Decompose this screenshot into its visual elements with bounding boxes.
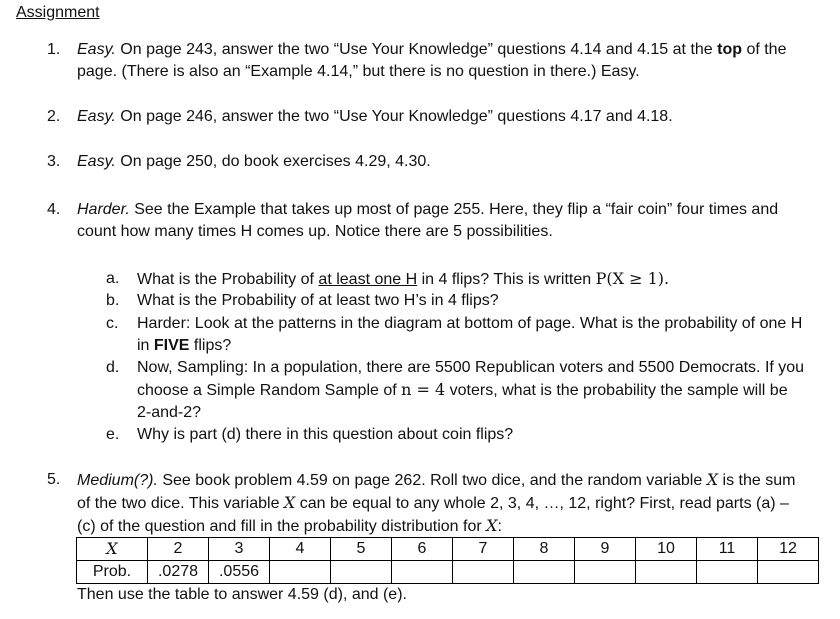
difficulty-label: Easy. bbox=[77, 108, 116, 125]
question-text-part: On page 250, do book exercises 4.29, 4.30. bbox=[115, 153, 431, 170]
question-number: 5. bbox=[47, 471, 61, 488]
subquestion-text bbox=[137, 268, 806, 291]
table-cell[interactable] bbox=[758, 561, 819, 584]
subquestion-letter: d. bbox=[106, 359, 120, 376]
question-text-part: of the page. (There is also an “Example 4.14,” but there is no question in there.) Easy. bbox=[77, 41, 787, 80]
subquestion-text-part: Harder: Look at the patterns in the diagram at bottom of page. What is the probability of one H in bbox=[137, 315, 803, 354]
difficulty-label: Easy. bbox=[77, 153, 116, 170]
table-cell: .0278 bbox=[148, 561, 209, 584]
subquestion-text bbox=[137, 424, 806, 446]
question-text-part: On page 243, answer the two “Use Your Knowledge” questions 4.14 and 4.15 at the bbox=[115, 41, 718, 58]
subquestion-letter: e. bbox=[106, 426, 120, 443]
question-1 bbox=[47, 39, 807, 83]
table-cell[interactable] bbox=[575, 561, 636, 584]
table-row bbox=[77, 538, 819, 561]
subquestion-text-part: What is the Probability of bbox=[137, 271, 319, 288]
variable-x: X bbox=[706, 470, 719, 489]
subquestion-text-part: voters, what is the probability the sample will be 2-and-2? bbox=[137, 382, 788, 421]
question-3 bbox=[47, 151, 807, 173]
question-text bbox=[77, 39, 807, 83]
question-text-part: can be equal to any whole 2, 3, 4, …, 12, right? First, read parts (a) – (c) of the question and fill in the probability distribution for bbox=[77, 495, 789, 535]
emphasis-text: top bbox=[717, 41, 742, 58]
question-text bbox=[77, 151, 807, 173]
table-cell[interactable] bbox=[331, 561, 392, 584]
difficulty-label: Medium(?). bbox=[77, 472, 158, 489]
table-cell[interactable] bbox=[514, 561, 575, 584]
subquestion-letter: a. bbox=[106, 270, 120, 287]
question-5 bbox=[47, 469, 807, 538]
math-expression: P(X ≥ 1). bbox=[595, 269, 670, 288]
underlined-text: at least one H bbox=[318, 271, 418, 288]
page-title: Assignment bbox=[16, 4, 100, 21]
table-cell: 11 bbox=[697, 538, 758, 561]
table-cell: 12 bbox=[758, 538, 819, 561]
table-cell: 9 bbox=[575, 538, 636, 561]
subquestion-b bbox=[106, 290, 806, 312]
table-cell[interactable] bbox=[270, 561, 331, 584]
table-cell[interactable] bbox=[453, 561, 514, 584]
question-number: 3. bbox=[47, 153, 61, 170]
difficulty-label: Harder. bbox=[77, 201, 130, 218]
emphasis-text: FIVE bbox=[153, 337, 190, 354]
subquestion-text bbox=[137, 357, 806, 424]
table-cell: 5 bbox=[331, 538, 392, 561]
subquestion-text-part: in 4 flips? This is written bbox=[417, 271, 596, 288]
table-cell[interactable] bbox=[697, 561, 758, 584]
subquestion-text-part: What is the Probability of at least two H’s in 4 flips? bbox=[137, 292, 499, 309]
question-number: 2. bbox=[47, 108, 61, 125]
table-cell: 8 bbox=[514, 538, 575, 561]
subquestion-text-part: Now, Sampling: In a population, there are 5500 Republican voters and 5500 Democrats. If you choose a Simple Random Sample of bbox=[137, 359, 805, 399]
table-cell[interactable] bbox=[636, 561, 697, 584]
subquestion-text-part: Why is part (d) there in this question about coin flips? bbox=[137, 426, 514, 443]
subquestion-c bbox=[106, 313, 806, 357]
subquestion-text-part: flips? bbox=[189, 337, 232, 354]
table-cell: X bbox=[77, 538, 148, 561]
subquestion-text bbox=[137, 313, 806, 357]
table-cell[interactable] bbox=[392, 561, 453, 584]
table-cell: 4 bbox=[270, 538, 331, 561]
table-cell: 10 bbox=[636, 538, 697, 561]
question-4 bbox=[47, 199, 807, 243]
table-cell: .0556 bbox=[209, 561, 270, 584]
question-text bbox=[77, 469, 807, 538]
question-text-part: See book problem 4.59 on page 262. Roll two dice, and the random variable bbox=[157, 472, 707, 489]
math-expression: n = 4 bbox=[401, 380, 446, 399]
probability-distribution-table bbox=[76, 537, 819, 584]
table-row bbox=[77, 561, 819, 584]
subquestion-text bbox=[137, 290, 806, 312]
question-text-part: : bbox=[497, 518, 502, 535]
subquestion-letter: c. bbox=[106, 315, 119, 332]
question-number: 4. bbox=[47, 201, 61, 218]
question-text-part: is the sum of the two dice. This variable bbox=[77, 472, 796, 512]
subquestion-letter: b. bbox=[106, 292, 120, 309]
footer-note: Then use the table to answer 4.59 (d), and (e). bbox=[77, 586, 407, 603]
difficulty-label: Easy. bbox=[77, 41, 116, 58]
table-cell: Prob. bbox=[77, 561, 148, 584]
table-cell: 3 bbox=[209, 538, 270, 561]
table-cell: 6 bbox=[392, 538, 453, 561]
subquestion-d bbox=[106, 357, 806, 424]
question-text-part: On page 246, answer the two “Use Your Knowledge” questions 4.17 and 4.18. bbox=[115, 108, 673, 125]
table-cell: 2 bbox=[148, 538, 209, 561]
table-cell: 7 bbox=[453, 538, 514, 561]
question-text bbox=[77, 106, 807, 128]
subquestion-a bbox=[106, 268, 806, 291]
question-2 bbox=[47, 106, 807, 128]
question-number: 1. bbox=[47, 41, 61, 58]
question-text bbox=[77, 199, 807, 243]
subquestion-e bbox=[106, 424, 806, 446]
variable-x: X bbox=[486, 516, 498, 535]
question-text-part: See the Example that takes up most of page 255. Here, they flip a “fair coin” four times and count how many times H comes up. Notice there are 5 possibilities. bbox=[77, 201, 779, 240]
variable-x: X bbox=[283, 493, 296, 512]
